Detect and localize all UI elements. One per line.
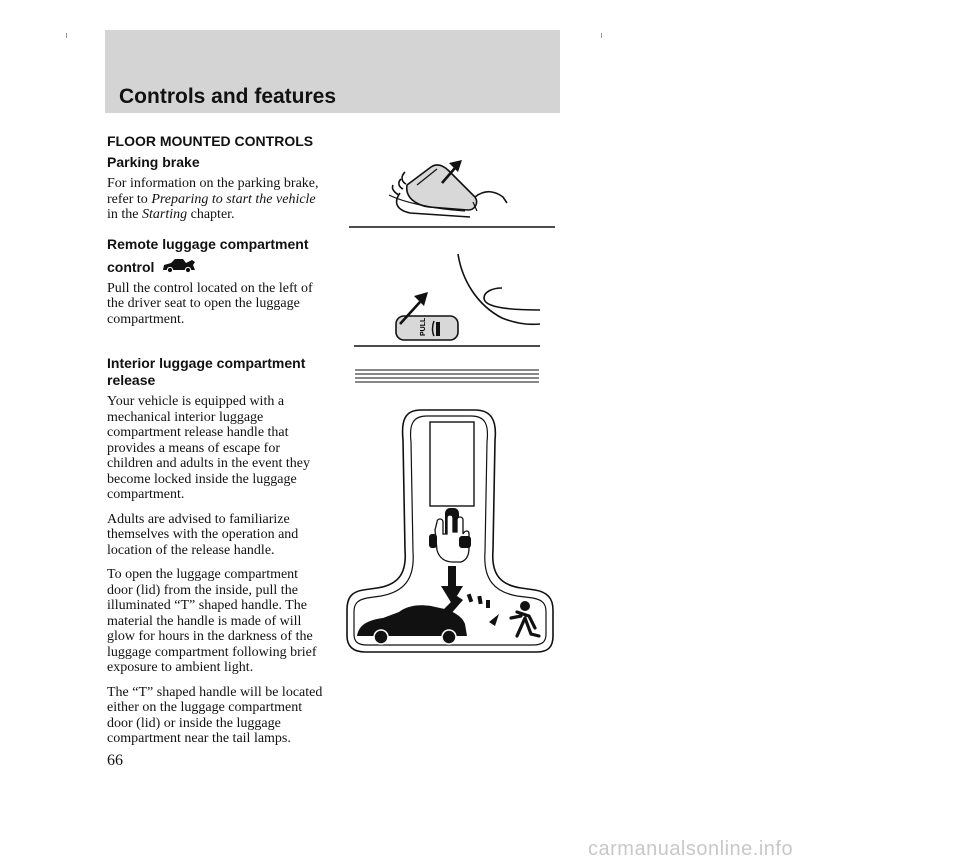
t-handle-release-icon bbox=[345, 400, 557, 658]
watermark: carmanualsonline.info bbox=[588, 838, 794, 860]
interior-release-para-1: Your vehicle is equipped with a mechanical interior luggage compartment release handle that provides a means of escape for children and adults in the event they become locked inside the luggage compartment. bbox=[107, 394, 310, 502]
chapter-title: Controls and features bbox=[119, 85, 337, 108]
remote-luggage-heading: Remote luggage compartment bbox=[107, 235, 309, 252]
interior-release-heading: Interior luggage compartment release bbox=[107, 355, 306, 388]
interior-release-para-2: Adults are advised to familiarize themselves with the operation and location of the release handle. bbox=[107, 511, 299, 558]
crop-mark bbox=[601, 33, 602, 38]
parking-brake-text: For information on the parking brake, refer to Preparing to start the vehicle in the Starting chapter. bbox=[107, 176, 319, 222]
text-column bbox=[107, 133, 327, 747]
remote-luggage-text: Pull the control located on the left of the driver seat to open the luggage compartment. bbox=[107, 280, 313, 327]
remote-luggage-heading-line2: control bbox=[107, 257, 327, 276]
interior-release-para-3: To open the luggage compartment door (lid) from the inside, pull the illuminated “T” shaped handle. The material the handle is made of will glow for hours in the darkness of the luggage compartment following brief exposure to ambient light. bbox=[107, 567, 317, 675]
chapter-reference: Starting bbox=[142, 207, 188, 222]
parking-brake-heading: Parking brake bbox=[107, 154, 200, 170]
page-number: 66 bbox=[107, 752, 123, 769]
chapter-header bbox=[105, 30, 560, 113]
car-trunk-icon bbox=[162, 257, 196, 273]
section-heading: FLOOR MOUNTED CONTROLS bbox=[107, 133, 314, 149]
section-divider bbox=[355, 368, 541, 386]
trunk-release-lever-icon bbox=[352, 250, 542, 350]
parking-brake-lever-icon bbox=[345, 155, 557, 230]
pull-label: PULL bbox=[420, 317, 427, 336]
crop-mark bbox=[66, 33, 67, 38]
cross-reference: Preparing to start the vehicle bbox=[151, 191, 316, 207]
interior-release-para-4: The “T” shaped handle will be located either on the luggage compartment door (lid) or inside the luggage compartment near the tail lamps. bbox=[107, 684, 323, 746]
